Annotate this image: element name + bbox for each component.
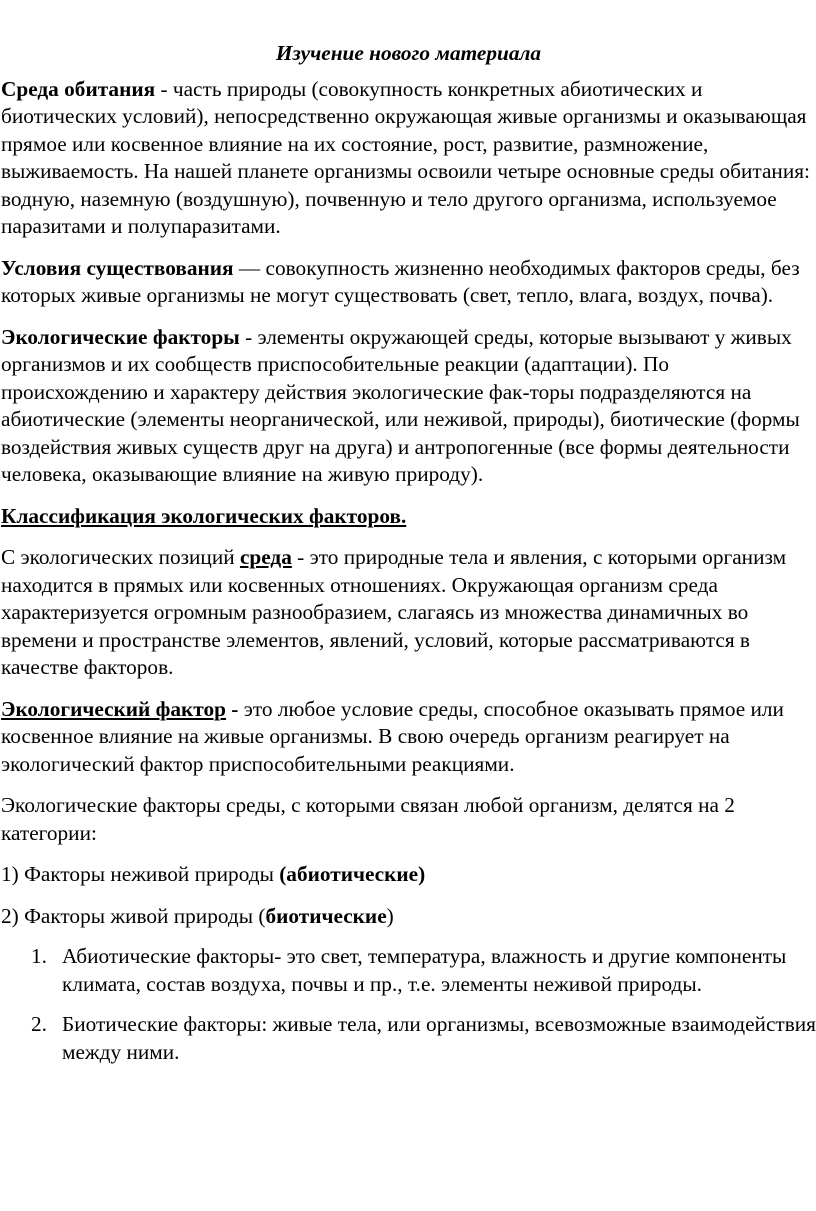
category-2-bold: биотические xyxy=(265,903,387,928)
category-1-text: 1) Факторы неживой природы xyxy=(1,862,280,886)
categories-intro: Экологические факторы среды, с которыми связан любой организм, делятся на 2 категории: xyxy=(1,793,735,845)
conditions-term: Условия существования xyxy=(1,255,234,280)
environment-pre: С экологических позиций xyxy=(1,545,240,569)
conditions-paragraph xyxy=(1,255,816,310)
eco-factors-term: Экологические факторы xyxy=(1,324,240,349)
eco-factor-dash: - xyxy=(225,696,239,721)
category-2 xyxy=(1,903,816,931)
list-item xyxy=(1,1011,816,1066)
page-title: Изучение нового материала xyxy=(275,41,542,65)
eco-factor-term: Экологический фактор xyxy=(1,696,226,721)
eco-factor-paragraph xyxy=(1,696,816,779)
factors-list xyxy=(1,943,816,1066)
category-1 xyxy=(1,861,816,889)
habitat-paragraph xyxy=(1,76,816,241)
eco-factors-paragraph xyxy=(1,324,816,489)
category-2-text: 2) Факторы живой природы ( xyxy=(1,903,266,928)
list-item-text: Абиотические факторы- это свет, температура, влажность и другие компоненты климата, состав воздуха, почвы и пр., т.е. элементы неживой природы. xyxy=(62,944,787,996)
conditions-text: — совокупность жизненно необходимых факторов среды, без которых живые организмы не могут существовать (свет, тепло, влага, воздух, почва). xyxy=(1,255,800,307)
list-item-text: Биотические факторы: живые тела, или организмы, всевозможные взаимодействия между ними. xyxy=(62,1012,816,1064)
eco-factors-text: - элементы окружающей среды, которые вызывают у живых организмов и их сообществ приспособительные реакции (адаптации). По происхождению и характеру действия экологические фак-торы подразделяются на абиотические (элементы неорганической, или неживой, природы), биотические (формы воздействия живых существ друг на друга) и антропогенные (все формы деятельности человека, оказывающие влияние на живую природу). xyxy=(1,324,800,486)
environment-term: среда xyxy=(239,545,292,569)
category-1-bold: (абиотические) xyxy=(279,862,426,886)
habitat-term: Среда обитания xyxy=(1,76,156,101)
eco-factor-text: это любое условие среды, способное оказывать прямое или косвенное влияние на живые организмы. В свою очередь организм реагирует на экологический фактор приспособительными реакциями. xyxy=(1,696,784,776)
environment-paragraph xyxy=(1,544,816,682)
list-item-number: 1. xyxy=(31,944,47,968)
environment-text: - это природные тела и явления, с которыми организм находится в прямых или косвенных отношениях. Окружающая организм среда характеризуется огромным разнообразием, слагаясь из множества динамичных во времени и пространстве элементов, явлений, условий, которые рассматриваются в качестве факторов. xyxy=(1,545,787,679)
list-item xyxy=(1,943,816,998)
classification-heading: Классификация экологических факторов. xyxy=(1,503,407,528)
habitat-text: - часть природы (совокупность конкретных абиотических и биотических условий), непосредственно окружающая живые организмы и оказывающая прямое или косвенное влияние на их состояние, рост, развитие, размножение, выживаемость. На нашей планете организмы освоили четыре основные среды обитания: водную, наземную (воздушную), почвенную и тело другого организма, используемое паразитами и полупаразитами. xyxy=(1,76,810,238)
category-2-close: ) xyxy=(386,903,394,928)
list-item-number: 2. xyxy=(31,1012,47,1036)
